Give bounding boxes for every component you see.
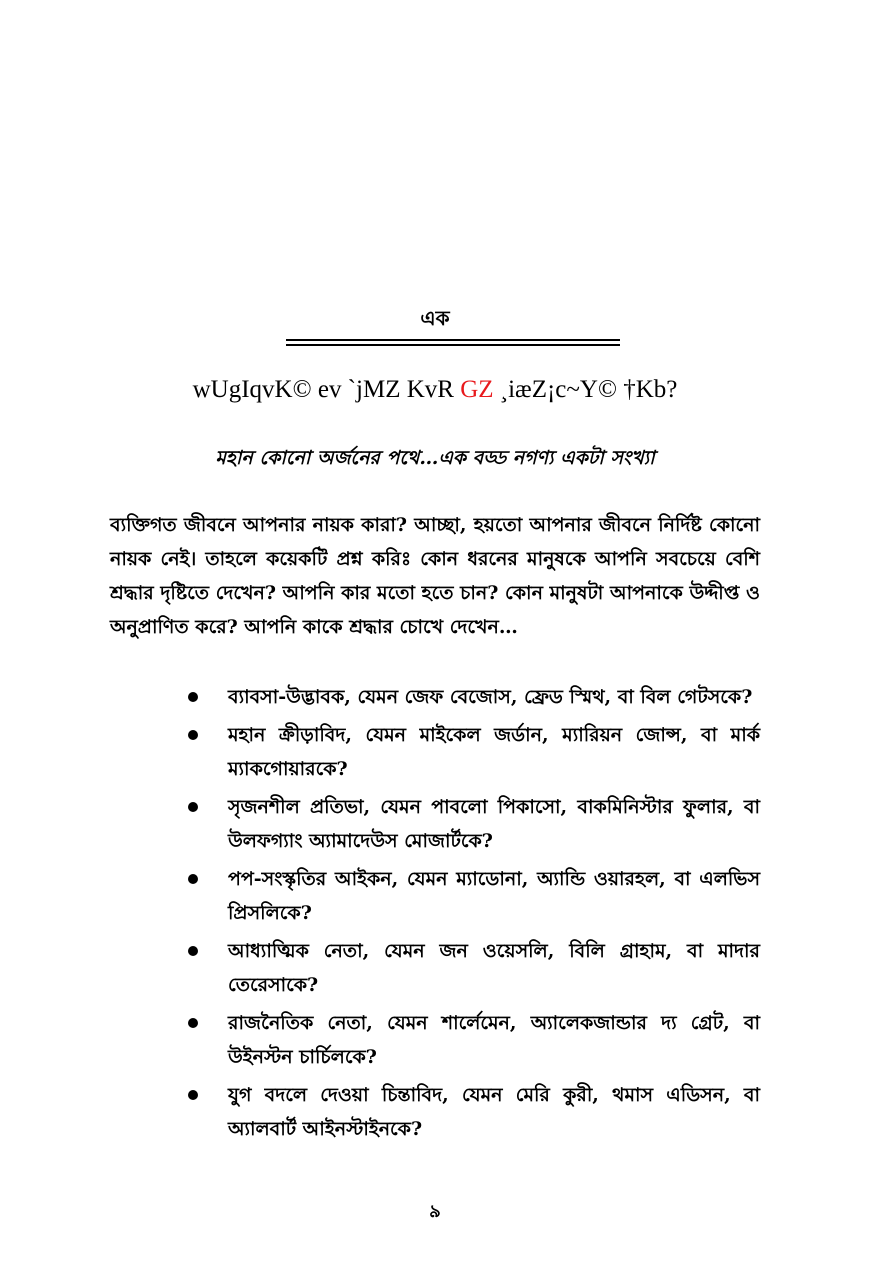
bullet-icon	[188, 730, 198, 740]
list-item	[188, 1078, 760, 1146]
title-rule-top	[286, 339, 620, 341]
chapter-subtitle: মহান কোনো অর্জনের পথে…এক বড্ড নগণ্য একটা সংখ্যা	[215, 447, 655, 469]
list-item-text: যুগ বদলে দেওয়া চিন্তাবিদ, যেমন মেরি কুরী, থমাস এডিসন, বা অ্যালবার্ট আইনস্টাইনকে?	[228, 1084, 760, 1140]
hero-list	[188, 680, 760, 1150]
list-item	[188, 862, 760, 930]
bullet-icon	[188, 1018, 198, 1028]
list-item	[188, 790, 760, 858]
list-item-text: পপ-সংস্কৃতির আইকন, যেমন ম্যাডোনা, অ্যান্ডি ওয়ারহল, বা এলভিস প্রিসলিকে?	[228, 868, 760, 924]
list-item	[188, 934, 760, 1002]
list-item-text: মহান ক্রীড়াবিদ, যেমন মাইকেল জর্ডান, ম্যারিয়ন জোন্স, বা মার্ক ম্যাকগোয়ারকে?	[228, 724, 760, 780]
list-item-text: আধ্যাত্মিক নেতা, যেমন জন ওয়েসলি, বিলি গ্রাহাম, বা মাদার তেরেসাকে?	[228, 940, 760, 996]
chapter-title-part1: wUgIqvK© ev `jMZ KvR	[192, 376, 461, 403]
chapter-title-part2: ¸iæZ¡c~Y© †Kb?	[493, 376, 678, 403]
bullet-icon	[188, 874, 198, 884]
chapter-title	[0, 376, 870, 404]
list-item	[188, 1006, 760, 1074]
list-item-text: সৃজনশীল প্রতিভা, যেমন পাবলো পিকাসো, বাকমিনিস্টার ফুলার, বা উলফগ্যাং অ্যামাদেউস মোজার্টকে?	[228, 796, 760, 852]
title-rule-bottom	[286, 344, 620, 346]
list-item	[188, 680, 760, 714]
intro-paragraph: ব্যক্তিগত জীবনে আপনার নায়ক কারা? আচ্ছা, হয়তো আপনার জীবনে নির্দিষ্ট কোনো নায়ক নেই। তাহলে কয়েকটি প্রশ্ন করিঃ কোন ধরনের মানুষকে আপনি সবচেয়ে বেশি শ্রদ্ধার দৃষ্টিতে দেখেন? আপনি কার মতো হতে চান? কোন মানুষটা আপনাকে উদ্দীপ্ত ও অনুপ্রাণিত করে? আপনি কাকে শ্রদ্ধার চোখে দেখেন…	[110, 514, 760, 638]
list-item-text: রাজনৈতিক নেতা, যেমন শার্লেমেন, অ্যালেকজান্ডার দ্য গ্রেট, বা উইনস্টন চার্চিলকে?	[228, 1012, 760, 1068]
bullet-icon	[188, 946, 198, 956]
chapter-label: এক	[420, 306, 450, 330]
bullet-icon	[188, 1090, 198, 1100]
chapter-title-highlight: GZ	[460, 376, 494, 403]
list-item-text: ব্যাবসা-উদ্ভাবক, যেমন জেফ বেজোস, ফ্রেড স্মিথ, বা বিল গেটসকে?	[228, 686, 753, 708]
list-item	[188, 718, 760, 786]
bullet-icon	[188, 692, 198, 702]
bullet-icon	[188, 802, 198, 812]
page-number: ৯	[429, 1201, 441, 1222]
